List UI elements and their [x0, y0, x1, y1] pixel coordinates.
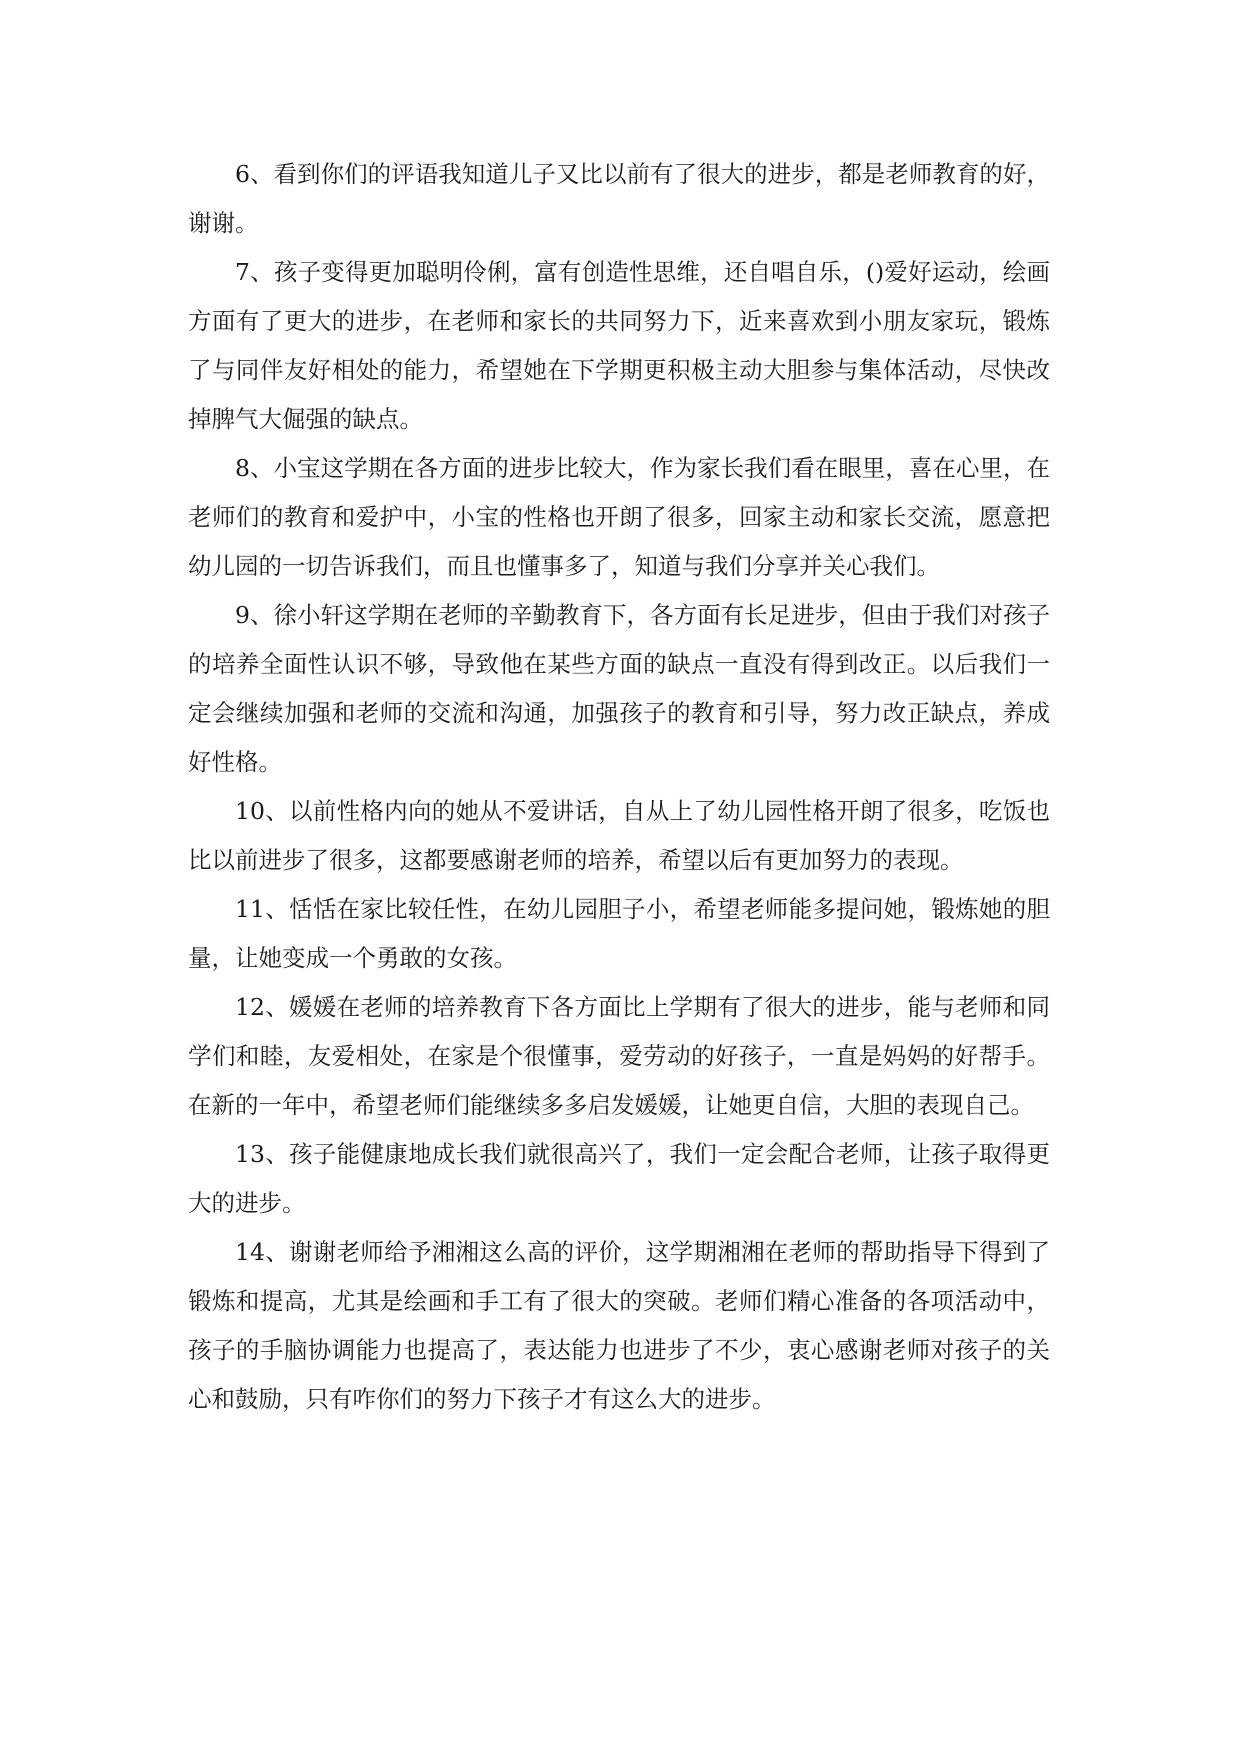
paragraph-14: 14、谢谢老师给予湘湘这么高的评价，这学期湘湘在老师的帮助指导下得到了锻炼和提高，尤其是绘画和手工有了很大的突破。老师们精心准备的各项活动中，孩子的手脑协调能力也提高了，表达能力也进步了不少，衷心感谢老师对孩子的关心和鼓励，只有咋你们的努力下孩子才有这么大的进步。 [188, 1238, 1050, 1413]
paragraph-11: 11、恬恬在家比较任性，在幼儿园胆子小，希望老师能多提问她，锻炼她的胆量，让她变成一个勇敢的女孩。 [188, 895, 1050, 972]
paragraph-8: 8、小宝这学期在各方面的进步比较大，作为家长我们看在眼里，喜在心里，在老师们的教育和爱护中，小宝的性格也开朗了很多，回家主动和家长交流，愿意把幼儿园的一切告诉我们，而且也懂事多了，知道与我们分享并关心我们。 [188, 454, 1050, 580]
paragraph-10: 10、以前性格内向的她从不爱讲话，自从上了幼儿园性格开朗了很多，吃饭也比以前进步了很多，这都要感谢老师的培养，希望以后有更加努力的表现。 [188, 797, 1050, 874]
paragraph-6: 6、看到你们的评语我知道儿子又比以前有了很大的进步，都是老师教育的好，谢谢。 [188, 160, 1050, 237]
paragraph-13: 13、孩子能健康地成长我们就很高兴了，我们一定会配合老师，让孩子取得更大的进步。 [188, 1140, 1050, 1217]
document-body [188, 150, 1050, 1424]
paragraph-9: 9、徐小轩这学期在老师的辛勤教育下，各方面有长足进步，但由于我们对孩子的培养全面性认识不够，导致他在某些方面的缺点一直没有得到改正。以后我们一定会继续加强和老师的交流和沟通，加强孩子的教育和引导，努力改正缺点，养成好性格。 [188, 601, 1050, 776]
paragraph-7: 7、孩子变得更加聪明伶俐，富有创造性思维，还自唱自乐，()爱好运动，绘画方面有了更大的进步，在老师和家长的共同努力下，近来喜欢到小朋友家玩，锻炼了与同伴友好相处的能力，希望她在下学期更积极主动大胆参与集体活动，尽快改掉脾气大倔强的缺点。 [188, 258, 1050, 433]
paragraph-12: 12、媛媛在老师的培养教育下各方面比上学期有了很大的进步，能与老师和同学们和睦，友爱相处，在家是个很懂事，爱劳动的好孩子，一直是妈妈的好帮手。在新的一年中，希望老师们能继续多多启发媛媛，让她更自信，大胆的表现自己。 [188, 993, 1050, 1119]
